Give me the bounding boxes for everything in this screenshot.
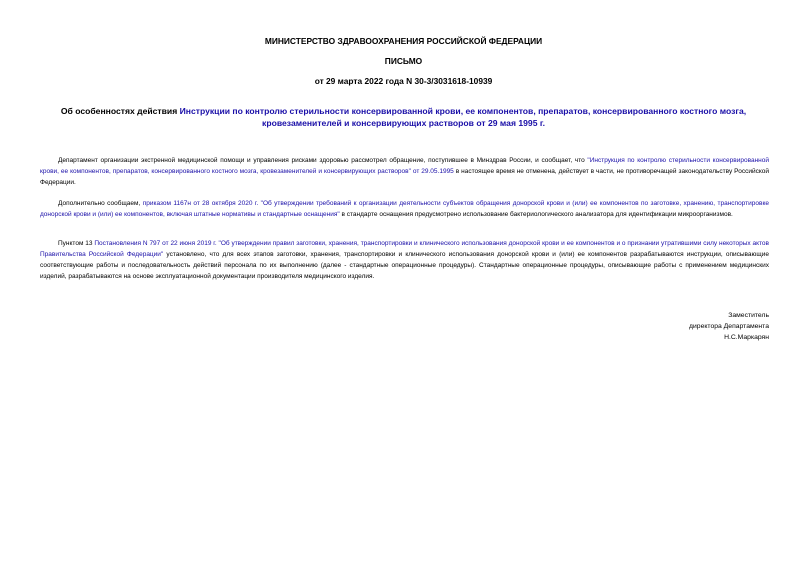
paragraph-1-text-start: Департамент организации экстренной медицинской помощи и управления рисками здоровью рассмотрел обращение, поступившее в Минздрав России, и сообщает, что — [58, 157, 588, 164]
subject-instruction-link[interactable]: Инструкции по контролю стерильности консервированной крови, ее компонентов, препаратов, консервированного костного мозга, кровезаменителей и консервирующих растворов от 29 мая 1995 г. — [179, 106, 747, 128]
paragraph-2-text-end: в стандарте оснащения предусмотрено использование бактериологического анализатора для идентификации микроорганизмов. — [339, 211, 733, 218]
paragraph-3 — [40, 238, 769, 282]
order-1167n-link[interactable]: приказом 1167н от 28 октября 2020 г. "Об утверждении требований к организации деятельности субъектов обращения донорской крови и (или) ее компонентов по заготовке, хранению, транспортировке донорской крови и (или) ее компонентов, включая штатные нормативы и стандартные оснащения" — [40, 200, 769, 218]
signature-block — [689, 310, 769, 343]
paragraph-1-text-end: в настоящее время не отменена, действует в части, не противоречащей законодательству Российской Федерации. — [40, 168, 769, 186]
paragraph-3-text-end: установлено, что для всех этапов заготовки, хранения, транспортировки и клинического использования донорской крови и (или) ее компонентов разрабатываются инструкции, описывающие соответствующие работы и последовательность действий персонала по их выполнению (далее - стандартные операционные процедуры). Стандартные операционные процедуры, описывающие работы с применением медицинских изделий, разрабатываются на основе эксплуатационной документации производителя медицинского изделия. — [40, 251, 769, 280]
resolution-797-link[interactable]: Постановления N 797 от 22 июня 2019 г. "Об утверждении правил заготовки, хранения, транспортировки и клинического использования донорской крови и ее компонентов и о признании утратившими силу некоторых актов Правительства Российской Федерации" — [40, 240, 769, 258]
signature-department: директора Департамента — [689, 323, 769, 330]
paragraph-1 — [40, 155, 769, 188]
paragraph-2-text-start: Дополнительно сообщаем, — [58, 200, 143, 207]
instruction-link[interactable]: "Инструкция по контролю стерильности консервированной крови, ее компонентов, препаратов, консервированного костного мозга, кровезаменителей и консервирующих растворов" от 29.05.1995 — [40, 157, 769, 175]
subject-prefix: Об особенностях действия — [60, 106, 180, 116]
signature-name: Н.С.Маркарян — [724, 334, 769, 341]
document-date-number: от 29 марта 2022 года N 30-3/3031618-10939 — [314, 76, 493, 86]
paragraph-3-text-start: Пунктом 13 — [58, 240, 95, 247]
paragraph-2 — [40, 198, 769, 220]
signature-position: Заместитель — [728, 312, 769, 319]
document-type: ПИСЬМО — [384, 56, 423, 66]
ministry-title: МИНИСТЕРСТВО ЗДРАВООХРАНЕНИЯ РОССИЙСКОЙ ФЕДЕРАЦИИ — [264, 36, 543, 46]
document-subject — [40, 105, 767, 129]
